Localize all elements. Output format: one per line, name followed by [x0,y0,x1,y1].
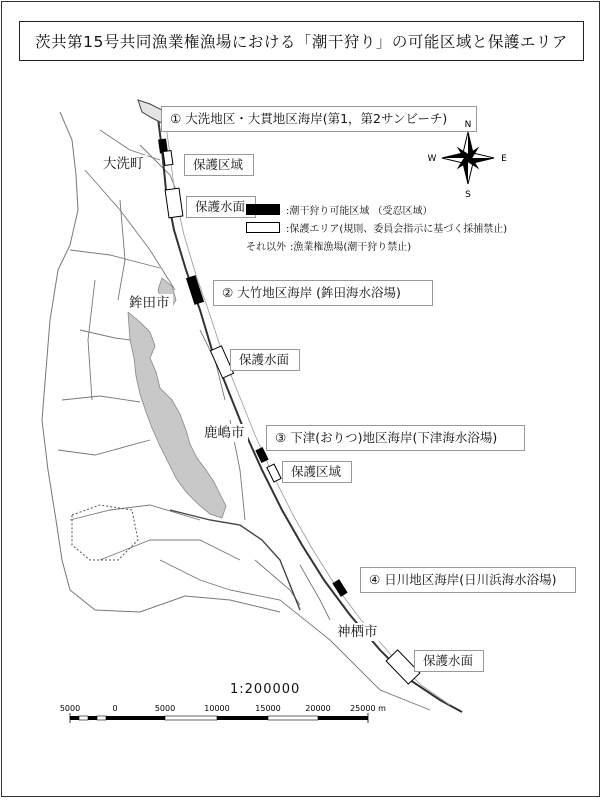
scale-tick-labels [60,704,386,713]
industrial-area [72,505,138,560]
location-name-3: 下津(おりつ)地区海岸(下津海水浴場) [290,430,498,445]
location-label-4 [360,567,576,593]
scale-tick-0: 5000 [59,704,81,713]
scale-tick-2: 5000 [154,704,176,713]
legend-black-swatch [246,204,280,215]
protect-water-label-3: 保護水面 [414,650,484,672]
compass-n: N [464,120,472,130]
protect-water-label-2: 保護水面 [230,349,300,371]
city-oarai: 大洗町 [100,155,147,173]
legend-other-text: :漁業権漁場(潮干狩り禁止) [290,241,412,253]
legend-row-allowed [246,202,433,216]
scale-tick-5: 20000 [305,704,331,713]
location-num-4: ④ [369,572,381,587]
protect-area-label-1: 保護区域 [184,154,254,176]
legend-other-key: それ以外 [246,241,286,253]
lake-kitaura [128,312,226,518]
scale-tick-6: 25000 m [350,704,386,713]
compass-s: S [465,190,471,198]
location-label-2 [213,280,433,306]
compass-e: E [501,154,507,164]
scale-tick-4: 15000 [255,704,281,713]
scale-tick-3: 10000 [204,704,230,713]
zone-protect-area-2 [267,464,281,482]
location-num-1: ① [170,111,182,126]
scale-tick-1: 0 [112,704,118,713]
legend-protect-text: :保護エリア(規則、委員会指示に基づく採捕禁止) [286,223,508,235]
location-name-4: 日川地区海岸(日川浜海水浴場) [384,572,557,587]
zone-protect-water-1 [165,188,183,218]
city-kamisu: 神栖市 [334,623,381,641]
compass-w: W [428,154,437,164]
compass-rose [428,118,508,198]
legend-white-swatch [246,222,280,233]
legend [246,200,576,260]
scale-bar [40,698,400,738]
city-hokota: 鉾田市 [126,294,173,312]
protect-area-label-2: 保護区域 [282,461,352,483]
scale-ratio: 1:200000 [230,682,301,697]
zone-protect-area-1 [163,151,173,166]
location-num-2: ② [222,285,234,300]
location-num-3: ③ [275,430,287,445]
location-label-3 [266,425,525,451]
legend-row-other [246,238,411,252]
location-name-1: 大洗地区・大貫地区海岸(第1，第2サンビーチ) [185,111,448,126]
legend-allowed-text: :潮干狩り可能区域 （受忍区域） [286,205,433,217]
location-name-2: 大竹地区海岸 (鉾田海水浴場) [237,285,401,300]
river-tone [170,510,300,610]
scale-segments [70,716,368,720]
legend-row-protect [246,220,507,234]
protect-water-label-1: 保護水面 [186,196,256,218]
city-kashima: 鹿嶋市 [201,424,248,442]
map-title-text: 茨共第15号共同漁業権漁場における「潮干狩り」の可能区域と保護エリア [35,33,568,51]
